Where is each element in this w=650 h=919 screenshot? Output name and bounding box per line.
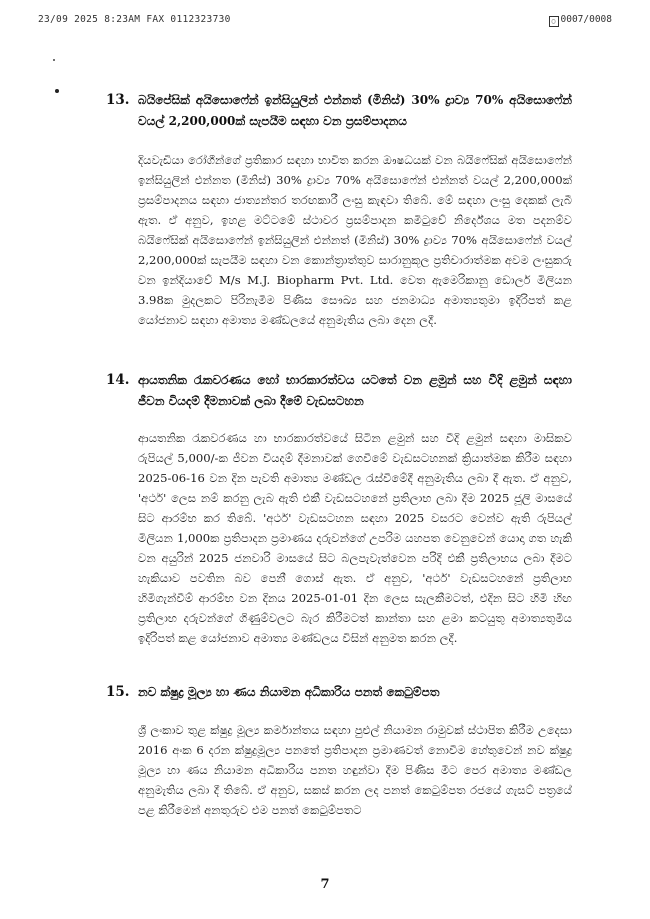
scan-speck [53, 59, 55, 61]
fax-timestamp: 23/09 2025 8:23AM FAX 0112323730 [38, 14, 231, 25]
page-number: 7 [320, 877, 330, 892]
fax-header [38, 14, 612, 28]
fax-page-number: 0007/0008 [560, 14, 612, 25]
fax-page-icon: ▢ [549, 16, 559, 27]
scan-speck [55, 89, 59, 93]
section-title: ආයතනික රැකවරණය හෝ භාරකාරත්වය යටතේ වන ළමුන් සහ වීදි ළමුන් සඳහා ජීවන වියදම් දීමනාවක් ලබා දීමේ වැඩසටහන [138, 373, 572, 408]
section-title: බයිපේසික් අයිසොෆේන් ඉන්සියුලින් එන්නත් (මිනිස්) 30% ද්‍රාව්‍ය 70% අයිසොෆේන් වයල් 2,200,000ක් සැපයීම සඳහා වන ප්‍රසම්පාදනය [138, 93, 572, 128]
section-body: ආයතනික රැකවරණය හා භාරකාරත්වයේ සිටින ළමුන් සහ වීදි ළමුන් සඳහා මාසිකව රුපියල් 5,000/-ක ජීවන වියදම් දීමනාවක් ගෙවීමේ වැඩසටහනක් ක්‍රියාත්මක කිරීම සඳහා 2025-06-16 වන දින පැවති අමාත්‍ය මණ්ඩල රැස්වීමේදී අනුමැතිය ලබා දී ඇත. ඒ අනුව, 'අර්ථ' ලෙස නම් කරනු ලැබ ඇති එකී වැඩසටහනේ ප්‍රතිලාභ ලබා දීම 2025 ජූලි මාසයේ සිට ආරම්භ කර තිබේ. 'අර්ථ' වැඩසටහන සඳහා 2025 වසරට වෙන්ව ඇති රුපියල් මිලියන 1,000ක ප්‍රතිපාදන ප්‍රමාණය දරුවන්ගේ උපරිම යහපත වෙනුවෙන් යොදා ගත හැකි වන අයුරින් 2025 ජනවාරි මාසයේ සිට බලපැවැත්වෙන පරිදි එකී ප්‍රතිලාභය ලබා දීමට හැකියාව පවතින බව පෙනී ගොස් ඇත. ඒ අනුව, 'අර්ථ' වැඩසටහනේ ප්‍රතිලාභ හිමිගැන්වීම් ආරම්භ වන දිනය 2025-01-01 දින ලෙස සැලකීමටත්, එදින සිට හිමි හිඟ ප්‍රතිලාභ දරුවන්ගේ ගිණුම්වලට බැර කිරීමටත් කාන්තා සහ ළමා කටයුතු අමාත්‍යතුමිය ඉදිරිපත් කළ යෝජනාව අමාත්‍ය මණ්ඩලය විසින් අනුමත කරන ලදී. [138, 431, 572, 645]
section-number: 14. [106, 372, 130, 388]
section-number: 13. [106, 92, 130, 108]
section-number: 15. [106, 684, 130, 700]
section-body: දියවැඩියා රෝගීන්ගේ ප්‍රතිකාර සඳහා භාවිත කරන ඖෂධයක් වන බයිෆේසික් අයිසොෆේන් ඉන්සියුලින් එන්නත (මිනිස්) 30% ද්‍රාව්‍ය 70% අයිසොෆේන් එන්නත් වයල් 2,200,000ක් ප්‍රසම්පාදනය සඳහා ජාත්‍යන්තර තරඟකාරී ලංසු කැඳවා තිබේ. මේ සඳහා ලංසු දෙකක් ලැබී ඇත. ඒ අනුව, ඉහළ මට්ටමේ ස්ථාවර ප්‍රසම්පාදන කමිටුවේ නිර්දේශය මත පදනම්ව බයිෆේසික් අයිසොෆේන් ඉන්සියුලින් එන්නත් (මිනිස්) 30% ද්‍රාව්‍ය 70% අයිසොෆේන් වයල් 2,200,000ක් සැපයීම සඳහා වන කොන්ත්‍රාත්තුව සාරානුකූල ප්‍රතිචාරාත්මක අවම ලංසුකරු වන ඉන්දියාවේ M/s M.J. Biopharm Pvt. Ltd. වෙත ඇමෙරිකානු ඩොලර් මිලියන 3.98ක මුදලකට පිරිනැමීම පිණිස සෞඛ්‍ය සහ ජනමාධ්‍ය අමාත්‍යතුමා ඉදිරිපත් කළ යෝජනාව සඳහා අමාත්‍ය මණ්ඩලයේ අනුමැතිය ලබා දෙන ලදී. [138, 153, 572, 327]
section-body: ශ්‍රී ලංකාව තුළ ක්ෂුද්‍ර මූල්‍ය කර්මාන්තය සඳහා පුළුල් නියාමන රාමුවක් ස්ථාපිත කිරීම උදෙසා 2016 අංක 6 දරන ක්ෂුද්‍රමූල්‍ය පනතේ ප්‍රතිපාදන ප්‍රමාණවත් නොවීම හේතුවෙන් නව ක්ෂුද්‍ර මූල්‍ය හා ණය නියාමන අධිකාරිය පනත හඳුන්වා දීම පිණිස මීට පෙර අමාත්‍ය මණ්ඩල අනුමැතිය ලබා දී තිබේ. ඒ අනුව, සකස් කරන ලද පනත් කෙටුම්පත රජයේ ගැසට් පත්‍රයේ පළ කිරීමෙන් අනතුරුව එම පනත් කෙටුම්පතට [138, 723, 572, 817]
section-title: නව ක්ෂුද්‍ර මූල්‍ය හා ණය නියාමන අධිකාරිය පනත් කෙටුම්පත [138, 685, 440, 699]
fax-page-ref [549, 14, 612, 27]
